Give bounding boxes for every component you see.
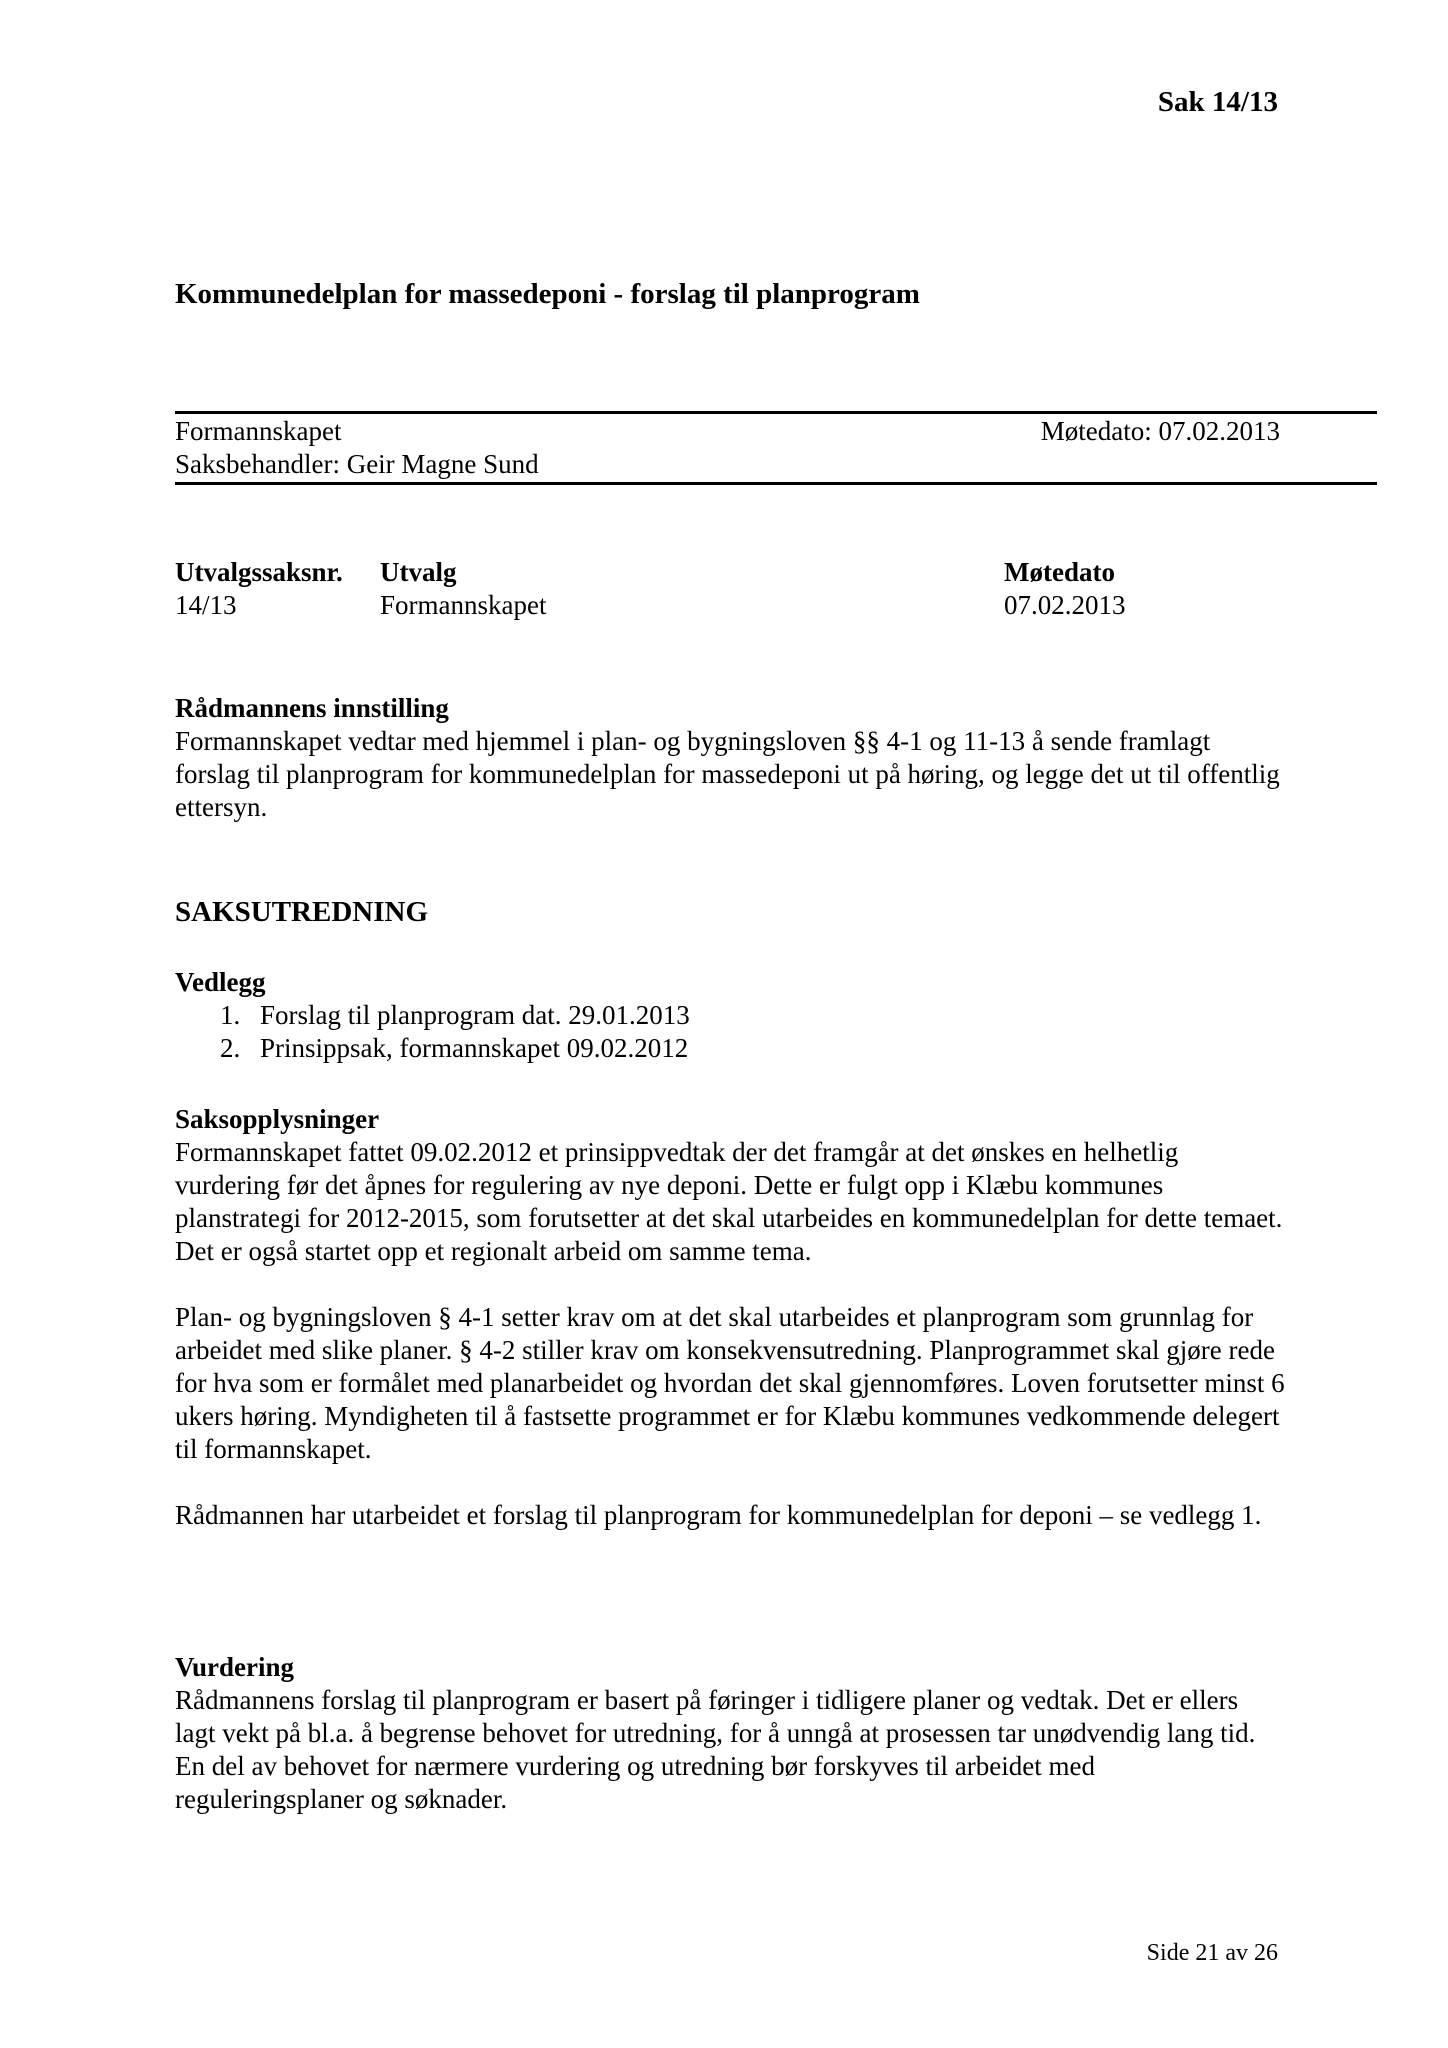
divider-bottom [175, 482, 1377, 485]
list-item-text: Forslag til planprogram dat. 29.01.2013 [260, 1000, 690, 1030]
recommendation-heading: Rådmannens innstilling [175, 693, 449, 723]
assessment-heading: Vurdering [175, 1652, 295, 1682]
facts-paragraph: Plan- og bygningsloven § 4-1 setter krav om at det skal utarbeides et planprogram som grunnlag for arbeidet med slike planer. § 4-2 stiller krav om konsekvensutredning. Planprogrammet skal gjøre rede for hva som er formålet med planarbeidet og hvordan det skal gjennomføres. Loven forutsetter minst 6 ukers høring. Myndigheten til å fastsette programmet er for Klæbu kommunes vedkommende delegert til formannskapet. [175, 1302, 1285, 1464]
table-row [175, 589, 1175, 622]
table-header-case-number: Utvalgssaksnr. [175, 557, 343, 587]
meta-body: Formannskapet [175, 416, 342, 446]
case-table [175, 556, 1175, 622]
table-cell-case-number: 14/13 [175, 590, 237, 620]
meta-left [175, 415, 539, 481]
attachments-section [175, 966, 1285, 1065]
facts-paragraph: Formannskapet fattet 09.02.2012 et prinsippvedtak der det framgår at det ønskes en helhetlig vurdering før det åpnes for regulering av nye deponi. Dette er fulgt opp i Klæbu kommunes planstrategi for 2012-2015, som forutsetter at det skal utarbeides en kommunedelplan for dette temaet. Det er også startet opp et regionalt arbeid om samme tema. [175, 1137, 1283, 1266]
document-title: Kommunedelplan for massedeponi - forslag til planprogram [175, 278, 920, 310]
table-cell-committee: Formannskapet [380, 590, 547, 620]
facts-heading: Saksopplysninger [175, 1104, 380, 1134]
facts-paragraph: Rådmannen har utarbeidet et forslag til planprogram for kommunedelplan for deponi – se vedlegg 1. [175, 1500, 1262, 1530]
table-header-row [175, 556, 1175, 589]
assessment-text: Rådmannens forslag til planprogram er basert på føringer i tidligere planer og vedtak. Det er ellers lagt vekt på bl.a. å begrense behovet for utredning, for å unngå at prosessen tar unødvendig lang tid. En del av behovet for nærmere vurdering og utredning bør forskyves til arbeidet med reguleringsplaner og søknader. [175, 1685, 1256, 1814]
facts-section [175, 1103, 1285, 1532]
case-reference: Sak 14/13 [1157, 86, 1278, 118]
list-item [175, 1032, 1285, 1065]
divider-top [175, 411, 1377, 414]
meta-meeting-date: Møtedato: 07.02.2013 [1040, 416, 1280, 446]
list-item-text: Prinsippsak, formannskapet 09.02.2012 [260, 1033, 689, 1063]
table-cell-meeting-date: 07.02.2013 [1004, 590, 1126, 620]
attachments-list [175, 999, 1285, 1065]
list-item-number: 2. [220, 1033, 241, 1063]
assessment-section [175, 1651, 1285, 1816]
attachments-heading: Vedlegg [175, 967, 266, 997]
list-item-number: 1. [220, 1000, 241, 1030]
section-title: SAKSUTREDNING [175, 896, 428, 928]
table-header-meeting-date: Møtedato [1004, 557, 1115, 587]
page-number: Side 21 av 26 [1146, 1940, 1278, 1966]
recommendation-text: Formannskapet vedtar med hjemmel i plan- og bygningsloven §§ 4-1 og 11-13 å sende framlagt forslag til planprogram for kommunedelplan for massedeponi ut på høring, og legge det ut til offentlig ettersyn. [175, 726, 1280, 822]
list-item [175, 999, 1285, 1032]
table-header-committee: Utvalg [380, 557, 457, 587]
recommendation-section [175, 692, 1285, 824]
meta-handler: Saksbehandler: Geir Magne Sund [175, 449, 539, 479]
